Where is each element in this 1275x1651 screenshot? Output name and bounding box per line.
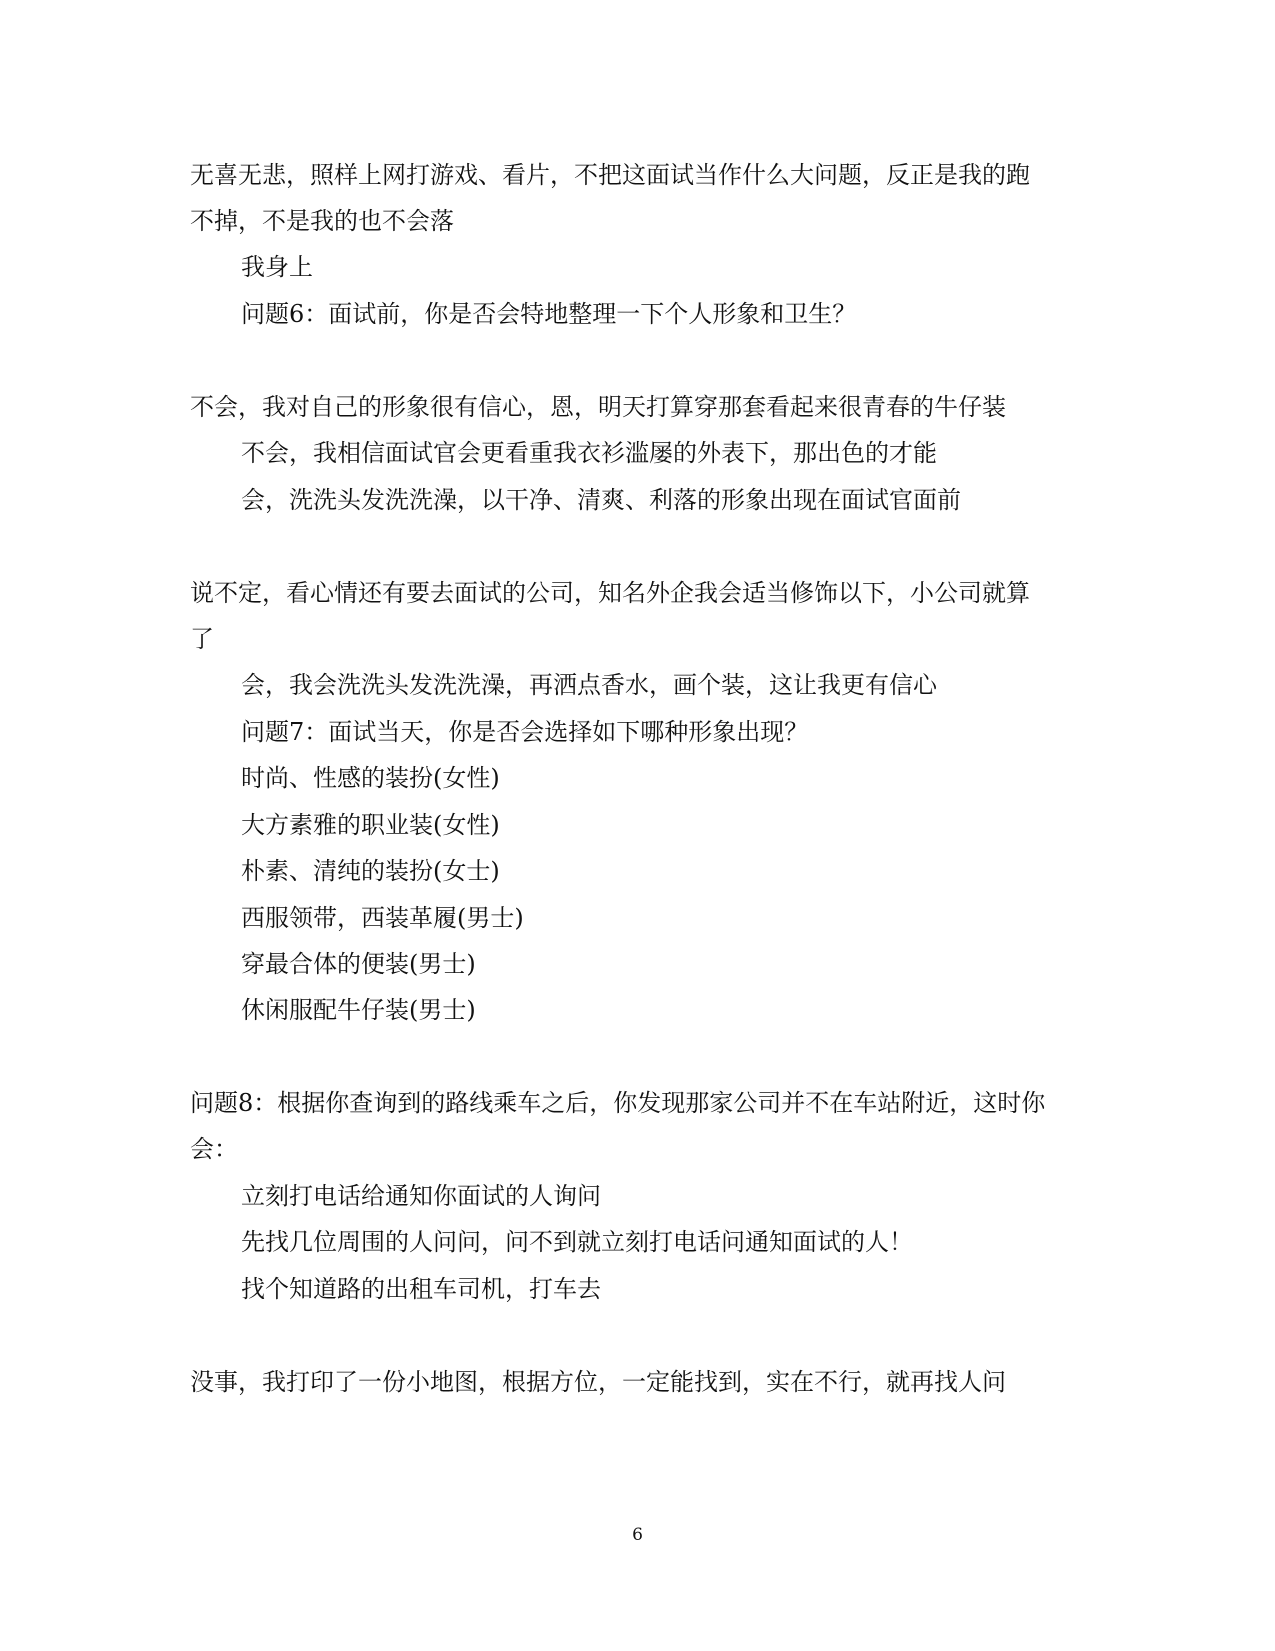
page-number: 6 bbox=[632, 1525, 643, 1545]
answer-option: 会，我会洗洗头发洗洗澡，再洒点香水，画个装，这让我更有信心 bbox=[241, 671, 937, 699]
text-line: 了 bbox=[190, 625, 214, 653]
answer-option: 先找几位周围的人问问，问不到就立刻打电话问通知面试的人！ bbox=[241, 1228, 913, 1256]
answer-option: 穿最合体的便装(男士) bbox=[241, 950, 476, 978]
answer-option: 朴素、清纯的装扮(女士) bbox=[241, 857, 500, 885]
answer-option: 不会，我相信面试官会更看重我衣衫滥屡的外表下，那出色的才能 bbox=[241, 439, 937, 467]
text-line: 无喜无悲，照样上网打游戏、看片，不把这面试当作什么大问题，反正是我的跑 bbox=[190, 161, 1030, 189]
answer-option: 休闲服配牛仔装(男士) bbox=[241, 996, 476, 1024]
answer-option: 找个知道路的出租车司机，打车去 bbox=[241, 1275, 601, 1303]
question-heading: 问题6：面试前，你是否会特地整理一下个人形象和卫生？ bbox=[241, 300, 857, 328]
answer-option: 会，洗洗头发洗洗澡，以干净、清爽、利落的形象出现在面试官面前 bbox=[241, 486, 961, 514]
answer-option: 不会，我对自己的形象很有信心，恩，明天打算穿那套看起来很青春的牛仔装 bbox=[190, 393, 1006, 421]
answer-option: 时尚、性感的装扮(女性) bbox=[241, 764, 500, 792]
answer-option: 说不定，看心情还有要去面试的公司，知名外企我会适当修饰以下，小公司就算 bbox=[190, 579, 1030, 607]
question-heading: 问题8：根据你查询到的路线乘车之后，你发现那家公司并不在车站附近，这时你 bbox=[190, 1089, 1046, 1117]
answer-option: 大方素雅的职业装(女性) bbox=[241, 811, 500, 839]
text-line: 我身上 bbox=[241, 253, 313, 281]
text-line: 不掉，不是我的也不会落 bbox=[190, 207, 454, 235]
answer-option: 西服领带，西装革履(男士) bbox=[241, 904, 524, 932]
answer-option: 立刻打电话给通知你面试的人询问 bbox=[241, 1182, 601, 1210]
answer-option: 没事，我打印了一份小地图，根据方位，一定能找到，实在不行，就再找人问 bbox=[190, 1368, 1006, 1396]
text-line: 会： bbox=[190, 1135, 238, 1163]
question-heading: 问题7：面试当天，你是否会选择如下哪种形象出现？ bbox=[241, 718, 809, 746]
